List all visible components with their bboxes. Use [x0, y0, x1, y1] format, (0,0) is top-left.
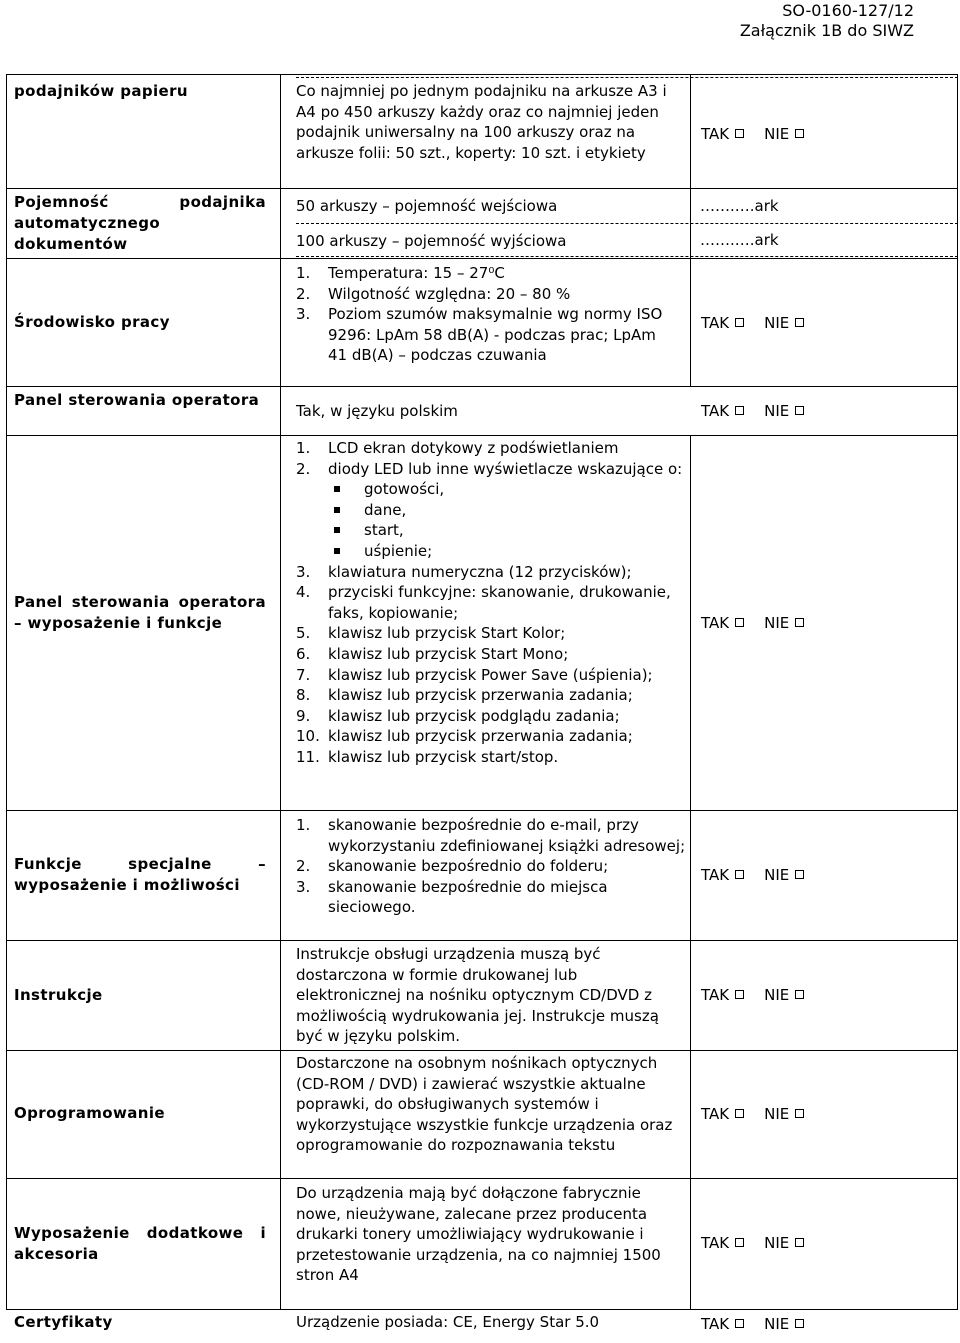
item-number: 9.: [296, 706, 311, 725]
list-item: [296, 877, 686, 918]
item-text: klawisz lub przycisk Start Mono;: [328, 644, 569, 663]
item-text: klawisz lub przycisk przerwania zadania;: [328, 727, 633, 746]
no-label: NIE: [764, 314, 790, 332]
row-divider: [6, 386, 958, 387]
special-functions-list: [296, 815, 686, 918]
no-checkbox[interactable]: [795, 1109, 804, 1118]
item-text: przyciski funkcyjne: skanowanie, drukowanie, faks, kopiowanie;: [328, 583, 671, 622]
row-divider: [6, 188, 958, 189]
yes-no-choice: [701, 1233, 804, 1253]
yes-checkbox[interactable]: [735, 318, 744, 327]
dashed-separator: [296, 223, 958, 224]
input-capacity-text: 50 arkuszy – pojemność wejściowa: [296, 197, 558, 215]
row-label-paper-trays: podajników papieru: [14, 82, 189, 100]
item-number: 7.: [296, 665, 311, 684]
list-item: [296, 706, 686, 727]
item-text: skanowanie bezpośrednie do miejsca sieciowego.: [328, 877, 608, 917]
item-text: skanowanie bezpośrednie do e-mail, przy wykorzystaniu zdefiniowanej książki adresowej;: [328, 816, 686, 855]
item-text: gotowości,: [364, 480, 445, 499]
yes-checkbox[interactable]: [735, 990, 744, 999]
row-divider: [6, 1050, 958, 1051]
yes-no-choice: [701, 124, 804, 144]
item-number: 4.: [296, 583, 311, 602]
row-label-manuals: Instrukcje: [14, 986, 103, 1004]
item-text: Poziom szumów maksymalnie wg normy ISO 9296: LpAm 58 dB(A) - podczas prac; LpAm 41 dB(A) – podczas czuwania: [328, 305, 663, 365]
yes-checkbox[interactable]: [735, 618, 744, 627]
list-item: [296, 726, 686, 747]
no-checkbox[interactable]: [795, 870, 804, 879]
yes-label: TAK: [701, 1105, 730, 1123]
row-label-environment: Środowisko pracy: [14, 313, 170, 331]
list-item: [296, 856, 686, 877]
bullet-item: [296, 500, 686, 521]
yes-no-choice: [701, 401, 804, 421]
row-label-panel-features: Panel sterowania operatora – wyposażenie i funkcje: [14, 593, 266, 632]
list-item: [296, 459, 686, 480]
item-text: klawiatura numeryczna (12 przycisków);: [328, 562, 632, 581]
row-divider: [6, 810, 958, 811]
output-capacity-text: 100 arkuszy – pojemność wyjściowa: [296, 232, 567, 250]
yes-label: TAK: [701, 986, 730, 1004]
no-checkbox[interactable]: [795, 1238, 804, 1247]
yes-label: TAK: [701, 314, 730, 332]
bullet-item: [296, 541, 686, 562]
no-label: NIE: [764, 1315, 790, 1333]
attachment-title: Załącznik 1B do SIWZ: [739, 21, 914, 40]
yes-label: TAK: [701, 1234, 730, 1252]
yes-label: TAK: [701, 402, 730, 420]
list-item: [296, 263, 676, 284]
yes-no-choice: [701, 1314, 804, 1334]
no-label: NIE: [764, 1105, 790, 1123]
row-divider: [6, 1178, 958, 1179]
item-text: skanowanie bezpośrednio do folderu;: [328, 857, 609, 876]
item-number: 3.: [296, 562, 311, 581]
bullet-item: [296, 479, 686, 500]
item-text: klawisz lub przycisk start/stop.: [328, 747, 559, 766]
yes-no-choice: [701, 985, 804, 1005]
list-item: [296, 304, 676, 366]
yes-no-choice: [701, 613, 804, 633]
row-label-software: Oprogramowanie: [14, 1104, 165, 1122]
item-number: 2.: [296, 459, 311, 478]
yes-checkbox[interactable]: [735, 1319, 744, 1328]
square-bullet-icon: [334, 507, 340, 513]
yes-checkbox[interactable]: [735, 1109, 744, 1118]
no-label: NIE: [764, 986, 790, 1004]
no-checkbox[interactable]: [795, 618, 804, 627]
yes-label: TAK: [701, 866, 730, 884]
list-item: [296, 815, 686, 856]
no-label: NIE: [764, 866, 790, 884]
square-bullet-icon: [334, 548, 340, 554]
list-item: [296, 747, 686, 768]
item-number: 6.: [296, 644, 311, 663]
row-label-control-panel: Panel sterowania operatora: [14, 391, 260, 409]
column-divider-right: [690, 74, 691, 386]
row-label-special-functions: Funkcje specjalne – wyposażenie i możliwości: [14, 855, 266, 894]
output-capacity-blank[interactable]: …….….ark: [700, 231, 779, 249]
list-item: [296, 685, 686, 706]
item-number: 1.: [296, 439, 311, 457]
no-checkbox[interactable]: [795, 1319, 804, 1328]
row-text-accessories: Do urządzenia mają być dołączone fabrycznie nowe, nieużywane, zalecane przez producenta drukarki tonery umożliwiający wydrukowanie i przetestowanie urządzenia, na co najmniej 1500 stron A4: [296, 1184, 661, 1285]
item-number: 2.: [296, 284, 311, 303]
item-number: 3.: [296, 305, 311, 324]
dashed-separator: [296, 256, 958, 257]
list-item: [296, 562, 686, 583]
panel-features-list: [296, 438, 686, 768]
item-text: klawisz lub przycisk Power Save (uśpienia);: [328, 665, 653, 684]
row-divider: [6, 940, 958, 941]
item-text: klawisz lub przycisk podglądu zadania;: [328, 706, 620, 725]
item-text: klawisz lub przycisk Start Kolor;: [328, 624, 566, 643]
item-number: 8.: [296, 686, 311, 705]
item-text: Wilgotność względna: 20 – 80 %: [328, 284, 571, 303]
row-text-certificates: Urządzenie posiada: CE, Energy Star 5.0: [296, 1313, 600, 1331]
row-text-software: Dostarczone na osobnym nośnikach optycznych (CD-ROM / DVD) i zawierać wszystkie aktualne poprawki, do obsługiwanych systemów i wykorzystujące wszystkie funkcje urządzenia oraz oprogramowanie do rozpoznawania tekstu: [296, 1054, 673, 1155]
list-item: [296, 438, 686, 459]
row-divider: [6, 258, 958, 259]
yes-checkbox[interactable]: [735, 129, 744, 138]
no-checkbox[interactable]: [795, 990, 804, 999]
no-checkbox[interactable]: [795, 129, 804, 138]
item-text: diody LED lub inne wyświetlacze wskazujące o:: [328, 459, 683, 478]
item-text: LCD ekran dotykowy z podświetlaniem: [328, 439, 619, 457]
list-item: [296, 623, 686, 644]
list-item: [296, 665, 686, 686]
input-capacity-blank[interactable]: …….….ark: [700, 197, 779, 215]
dashed-separator: [296, 77, 958, 78]
item-text: klawisz lub przycisk przerwania zadania;: [328, 686, 633, 705]
yes-label: TAK: [701, 125, 730, 143]
no-checkbox[interactable]: [795, 318, 804, 327]
yes-label: TAK: [701, 614, 730, 632]
item-number: 1.: [296, 816, 311, 834]
yes-checkbox[interactable]: [735, 870, 744, 879]
yes-no-choice: [701, 313, 804, 333]
row-label-accessories: Wyposażenie dodatkowe i akcesoria: [14, 1224, 266, 1263]
no-label: NIE: [764, 1234, 790, 1252]
row-label-adf-capacity: Pojemność podajnika automatycznego dokumentów: [14, 193, 266, 253]
yes-checkbox[interactable]: [735, 406, 744, 415]
square-bullet-icon: [334, 527, 340, 533]
list-item: [296, 644, 686, 665]
yes-checkbox[interactable]: [735, 1238, 744, 1247]
bullet-item: [296, 520, 686, 541]
list-item: [296, 582, 686, 623]
environment-list: [296, 263, 676, 366]
row-label-certificates: Certyfikaty: [14, 1313, 113, 1331]
item-text: Temperatura: 15 – 27⁰C: [328, 264, 505, 282]
item-number: 3.: [296, 877, 311, 896]
yes-label: TAK: [701, 1315, 730, 1333]
item-number: 5.: [296, 624, 311, 643]
item-number: 10.: [296, 727, 320, 746]
no-label: NIE: [764, 614, 790, 632]
no-label: NIE: [764, 402, 790, 420]
item-number: 2.: [296, 857, 311, 876]
list-item: [296, 284, 676, 305]
item-number: 11.: [296, 747, 320, 766]
row-divider: [6, 435, 958, 436]
no-checkbox[interactable]: [795, 406, 804, 415]
square-bullet-icon: [334, 486, 340, 492]
row-divider: [6, 1309, 958, 1310]
item-number: 1.: [296, 264, 311, 282]
yes-no-choice: [701, 865, 804, 885]
yes-no-choice: [701, 1104, 804, 1124]
column-divider-left: [280, 74, 281, 1309]
row-text-control-panel: Tak, w języku polskim: [296, 402, 458, 420]
document-reference: SO-0160-127/12: [782, 1, 914, 20]
row-text-paper-trays: Co najmniej po jednym podajniku na arkusze A3 i A4 po 450 arkuszy każdy oraz co najmniej jeden podajnik uniwersalny na 100 arkuszy oraz na arkusze folii: 50 szt., koperty: 10 szt. i etykiety: [296, 82, 667, 162]
item-text: start,: [364, 521, 404, 540]
item-text: uśpienie;: [364, 541, 433, 560]
row-text-manuals: Instrukcje obsługi urządzenia muszą być dostarczona w formie drukowanej lub elektronicznej na nośniku optycznym CD/DVD z możliwością wydrukowania jej. Instrukcje muszą być w języku polskim.: [296, 945, 659, 1046]
item-text: dane,: [364, 500, 407, 519]
no-label: NIE: [764, 125, 790, 143]
